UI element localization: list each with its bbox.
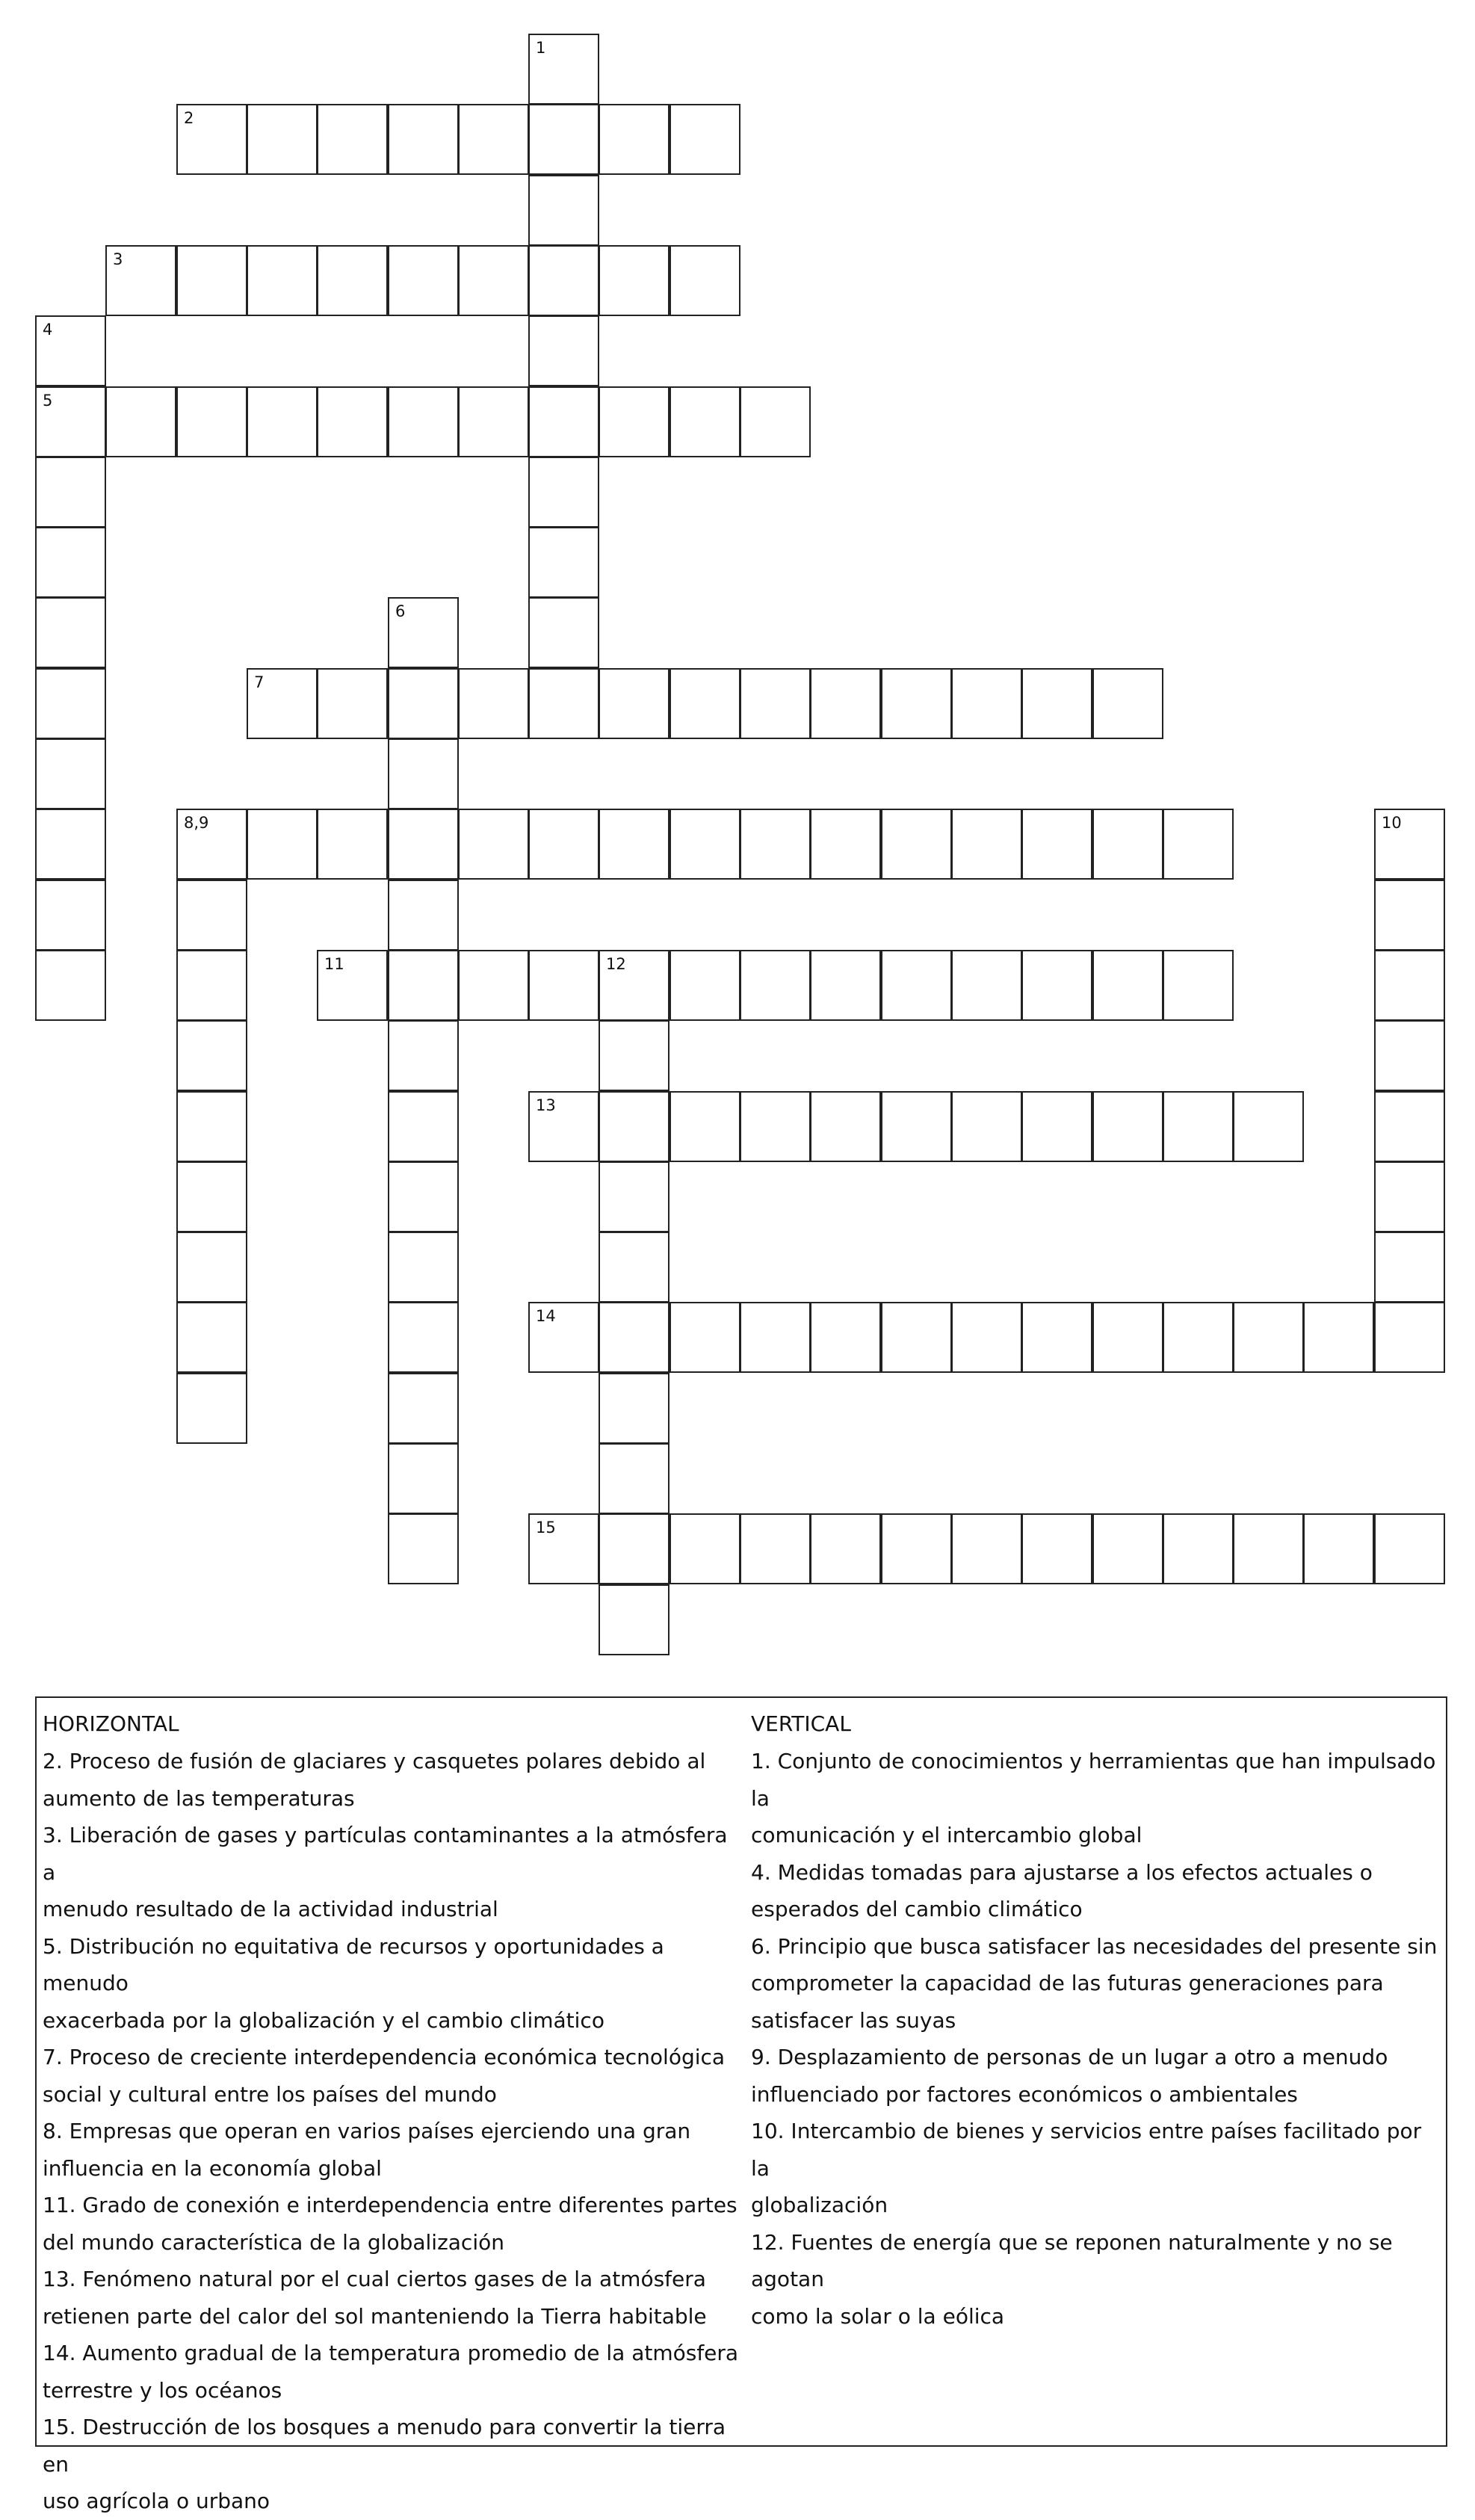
grid-cell[interactable] bbox=[388, 1443, 459, 1514]
grid-cell[interactable] bbox=[740, 1513, 811, 1584]
grid-cell[interactable] bbox=[528, 1091, 599, 1162]
grid-cell[interactable] bbox=[528, 527, 599, 598]
clue-v9-line1: 9. Desplazamiento de personas de un lugar a otro a menudo bbox=[751, 2045, 1388, 2069]
clue-h7-line1: 7. Proceso de creciente interdependencia económica tecnológica bbox=[43, 2045, 726, 2069]
grid-cell[interactable] bbox=[1374, 1302, 1445, 1373]
clue-number: 15 bbox=[536, 1519, 556, 1537]
grid-cell[interactable] bbox=[1374, 1232, 1445, 1303]
grid-cell[interactable] bbox=[528, 34, 599, 105]
grid-cell[interactable] bbox=[176, 950, 247, 1021]
grid-cell[interactable] bbox=[951, 1302, 1022, 1373]
grid-cell[interactable] bbox=[1021, 809, 1092, 880]
grid-cell[interactable] bbox=[388, 1020, 459, 1091]
grid-cell[interactable] bbox=[388, 245, 459, 316]
grid-cell[interactable] bbox=[247, 668, 318, 739]
grid-cell[interactable] bbox=[1021, 1513, 1092, 1584]
grid-cell[interactable] bbox=[388, 1232, 459, 1303]
grid-cell[interactable] bbox=[810, 1513, 881, 1584]
grid-cell[interactable] bbox=[599, 1161, 670, 1232]
grid-cell[interactable] bbox=[1163, 1513, 1234, 1584]
grid-cell[interactable] bbox=[881, 668, 952, 739]
grid-cell[interactable] bbox=[599, 1020, 670, 1091]
clue-number: 2 bbox=[184, 109, 194, 127]
grid-cell[interactable] bbox=[810, 950, 881, 1021]
grid-cell[interactable] bbox=[528, 809, 599, 880]
grid-cell[interactable] bbox=[740, 1091, 811, 1162]
grid-cell[interactable] bbox=[881, 1513, 952, 1584]
clue-number: 13 bbox=[536, 1096, 556, 1114]
grid-cell[interactable] bbox=[1092, 950, 1163, 1021]
clue-h15-line1: 15. Destrucción de los bosques a menudo para convertir la tierra en bbox=[43, 2415, 726, 2477]
grid-cell[interactable] bbox=[388, 1302, 459, 1373]
grid-cell[interactable] bbox=[1374, 1161, 1445, 1232]
grid-cell[interactable] bbox=[881, 950, 952, 1021]
grid-cell[interactable] bbox=[810, 1091, 881, 1162]
grid-cell[interactable] bbox=[1233, 1513, 1304, 1584]
clue-v4-line2: esperados del cambio climático bbox=[751, 1897, 1083, 1921]
clue-number: 8,9 bbox=[184, 814, 209, 832]
grid-cell[interactable] bbox=[670, 1091, 740, 1162]
grid-cell[interactable] bbox=[599, 245, 670, 316]
grid-cell[interactable] bbox=[388, 386, 459, 457]
grid-cell[interactable] bbox=[388, 104, 459, 175]
clue-v12-line2: como la solar o la eólica bbox=[751, 2303, 1005, 2329]
grid-cell[interactable] bbox=[35, 457, 106, 528]
clue-number: 12 bbox=[606, 955, 626, 973]
grid-cell[interactable] bbox=[528, 175, 599, 246]
grid-cell[interactable] bbox=[388, 1373, 459, 1444]
clue-number: 5 bbox=[43, 392, 53, 410]
vertical-heading: VERTICAL bbox=[751, 1711, 851, 1736]
grid-cell[interactable] bbox=[740, 386, 811, 457]
grid-cell[interactable] bbox=[1163, 809, 1234, 880]
grid-cell[interactable] bbox=[528, 315, 599, 386]
grid-cell[interactable] bbox=[35, 597, 106, 668]
clue-v10-line2: globalización bbox=[751, 2193, 888, 2217]
grid-cell[interactable] bbox=[458, 386, 529, 457]
grid-cell[interactable] bbox=[1021, 950, 1092, 1021]
grid-cell[interactable] bbox=[740, 950, 811, 1021]
grid-cell[interactable] bbox=[1092, 809, 1163, 880]
clue-h8-line2: influencia en la economía global bbox=[43, 2155, 382, 2181]
clue-h5-line1: 5. Distribución no equitativa de recursos y oportunidades a menudo bbox=[43, 1933, 664, 1995]
grid-cell[interactable] bbox=[670, 950, 740, 1021]
clue-number: 14 bbox=[536, 1307, 556, 1325]
grid-cell[interactable] bbox=[1233, 1091, 1304, 1162]
grid-cell[interactable] bbox=[599, 1584, 670, 1655]
clue-h15-line2: uso agrícola o urbano bbox=[43, 2489, 270, 2513]
clue-h8-line1: 8. Empresas que operan en varios países ejerciendo una gran bbox=[43, 2119, 691, 2143]
grid-cell[interactable] bbox=[247, 386, 318, 457]
grid-cell[interactable] bbox=[1021, 1302, 1092, 1373]
clue-h3-line1: 3. Liberación de gases y partículas contaminantes a la atmósfera a bbox=[43, 1823, 728, 1885]
grid-cell[interactable] bbox=[35, 668, 106, 739]
grid-cell[interactable] bbox=[810, 668, 881, 739]
grid-cell[interactable] bbox=[176, 880, 247, 951]
grid-cell[interactable] bbox=[176, 1302, 247, 1373]
grid-cell[interactable] bbox=[528, 1302, 599, 1373]
grid-cell[interactable] bbox=[247, 809, 318, 880]
grid-cell[interactable] bbox=[1092, 668, 1163, 739]
clue-number: 4 bbox=[43, 321, 53, 339]
clue-number: 1 bbox=[536, 39, 546, 57]
grid-cell[interactable] bbox=[247, 245, 318, 316]
grid-cell[interactable] bbox=[1092, 1302, 1163, 1373]
grid-cell[interactable] bbox=[599, 386, 670, 457]
grid-cell[interactable] bbox=[458, 809, 529, 880]
grid-cell[interactable] bbox=[951, 950, 1022, 1021]
grid-cell[interactable] bbox=[176, 1373, 247, 1444]
clue-h13-line2: retienen parte del calor del sol manteniendo la Tierra habitable bbox=[43, 2303, 707, 2329]
grid-cell[interactable] bbox=[528, 668, 599, 739]
grid-cell[interactable] bbox=[317, 386, 388, 457]
grid-cell[interactable] bbox=[105, 245, 176, 316]
grid-cell[interactable] bbox=[599, 104, 670, 175]
grid-cell[interactable] bbox=[176, 1161, 247, 1232]
grid-cell[interactable] bbox=[670, 386, 740, 457]
grid-cell[interactable] bbox=[317, 950, 388, 1021]
horizontal-heading: HORIZONTAL bbox=[43, 1711, 179, 1736]
clue-v10-line1: 10. Intercambio de bienes y servicios entre países facilitado por la bbox=[751, 2119, 1422, 2181]
grid-cell[interactable] bbox=[317, 245, 388, 316]
clue-v6-line1: 6. Principio que busca satisfacer las necesidades del presente sin bbox=[751, 1933, 1438, 1959]
grid-cell[interactable] bbox=[247, 104, 318, 175]
grid-cell[interactable] bbox=[176, 104, 247, 175]
grid-cell[interactable] bbox=[599, 1443, 670, 1514]
clue-v12-line1: 12. Fuentes de energía que se reponen naturalmente y no se agotan bbox=[751, 2229, 1393, 2291]
grid-cell[interactable] bbox=[951, 809, 1022, 880]
grid-cell[interactable] bbox=[740, 668, 811, 739]
grid-cell[interactable] bbox=[599, 1513, 670, 1584]
grid-cell[interactable] bbox=[599, 1373, 670, 1444]
grid-cell[interactable] bbox=[1092, 1091, 1163, 1162]
grid-cell[interactable] bbox=[388, 950, 459, 1021]
grid-cell[interactable] bbox=[388, 597, 459, 668]
grid-cell[interactable] bbox=[528, 245, 599, 316]
grid-cell[interactable] bbox=[388, 809, 459, 880]
grid-cell[interactable] bbox=[670, 1302, 740, 1373]
grid-cell[interactable] bbox=[670, 668, 740, 739]
grid-cell[interactable] bbox=[951, 1513, 1022, 1584]
grid-cell[interactable] bbox=[1374, 880, 1445, 951]
grid-cell[interactable] bbox=[599, 950, 670, 1021]
grid-cell[interactable] bbox=[1233, 1302, 1304, 1373]
grid-cell[interactable] bbox=[176, 1232, 247, 1303]
grid-cell[interactable] bbox=[458, 668, 529, 739]
clue-h2-line1: 2. Proceso de fusión de glaciares y casquetes polares debido al bbox=[43, 1749, 706, 1773]
clue-v4-line1: 4. Medidas tomadas para ajustarse a los efectos actuales o bbox=[751, 1859, 1373, 1885]
grid-cell[interactable] bbox=[951, 1091, 1022, 1162]
grid-cell[interactable] bbox=[670, 1513, 740, 1584]
clue-number: 6 bbox=[395, 602, 406, 620]
grid-cell[interactable] bbox=[1303, 1302, 1374, 1373]
grid-cell[interactable] bbox=[388, 738, 459, 809]
clue-h14-line1: 14. Aumento gradual de la temperatura promedio de la atmósfera bbox=[43, 2341, 739, 2365]
grid-cell[interactable] bbox=[528, 457, 599, 528]
grid-cell[interactable] bbox=[176, 1091, 247, 1162]
grid-cell[interactable] bbox=[388, 668, 459, 739]
grid-cell[interactable] bbox=[105, 386, 176, 457]
grid-cell[interactable] bbox=[528, 104, 599, 175]
grid-cell[interactable] bbox=[35, 738, 106, 809]
grid-cell[interactable] bbox=[528, 1513, 599, 1584]
grid-cell[interactable] bbox=[670, 245, 740, 316]
grid-cell[interactable] bbox=[528, 386, 599, 457]
grid-cell[interactable] bbox=[951, 668, 1022, 739]
grid-cell[interactable] bbox=[176, 1020, 247, 1091]
clue-h13-line1: 13. Fenómeno natural por el cual ciertos gases de la atmósfera bbox=[43, 2267, 706, 2291]
grid-cell[interactable] bbox=[599, 1232, 670, 1303]
clue-h14-line2: terrestre y los océanos bbox=[43, 2377, 282, 2403]
grid-cell[interactable] bbox=[388, 1161, 459, 1232]
grid-cell[interactable] bbox=[1163, 1302, 1234, 1373]
grid-cell[interactable] bbox=[528, 950, 599, 1021]
grid-cell[interactable] bbox=[881, 1302, 952, 1373]
grid-cell[interactable] bbox=[388, 880, 459, 951]
grid-cell[interactable] bbox=[1374, 809, 1445, 880]
grid-cell[interactable] bbox=[599, 809, 670, 880]
grid-cell[interactable] bbox=[1092, 1513, 1163, 1584]
grid-cell[interactable] bbox=[317, 668, 388, 739]
grid-cell[interactable] bbox=[1163, 1091, 1234, 1162]
grid-cell[interactable] bbox=[881, 1091, 952, 1162]
grid-cell[interactable] bbox=[740, 1302, 811, 1373]
grid-cell[interactable] bbox=[317, 809, 388, 880]
grid-cell[interactable] bbox=[1374, 1091, 1445, 1162]
clue-v6-line2: comprometer la capacidad de las futuras generaciones para bbox=[751, 1971, 1384, 1995]
clue-h11-line2: del mundo característica de la globalización bbox=[43, 2229, 504, 2255]
grid-cell[interactable] bbox=[670, 809, 740, 880]
grid-cell[interactable] bbox=[35, 315, 106, 386]
vertical-clues-column bbox=[751, 1705, 1438, 2335]
clue-number: 10 bbox=[1382, 814, 1402, 832]
grid-cell[interactable] bbox=[599, 1091, 670, 1162]
clue-h2-line2: aumento de las temperaturas bbox=[43, 1785, 355, 1811]
clue-number: 3 bbox=[113, 250, 123, 268]
grid-cell[interactable] bbox=[881, 809, 952, 880]
grid-cell[interactable] bbox=[528, 597, 599, 668]
grid-cell[interactable] bbox=[35, 950, 106, 1021]
grid-cell[interactable] bbox=[1163, 950, 1234, 1021]
grid-cell[interactable] bbox=[1021, 1091, 1092, 1162]
grid-cell[interactable] bbox=[388, 1091, 459, 1162]
grid-cell[interactable] bbox=[1303, 1513, 1374, 1584]
grid-cell[interactable] bbox=[176, 245, 247, 316]
grid-cell[interactable] bbox=[810, 1302, 881, 1373]
clue-h11-line1: 11. Grado de conexión e interdependencia entre diferentes partes bbox=[43, 2193, 738, 2217]
grid-cell[interactable] bbox=[740, 809, 811, 880]
grid-cell[interactable] bbox=[317, 104, 388, 175]
grid-cell[interactable] bbox=[176, 386, 247, 457]
grid-cell[interactable] bbox=[458, 950, 529, 1021]
clue-h7-line2: social y cultural entre los países del mundo bbox=[43, 2081, 497, 2107]
grid-cell[interactable] bbox=[670, 104, 740, 175]
horizontal-clues-column bbox=[43, 1705, 745, 2520]
clue-h3-line2: menudo resultado de la actividad industrial bbox=[43, 1897, 498, 1921]
clue-v1-line1: 1. Conjunto de conocimientos y herramientas que han impulsado la bbox=[751, 1749, 1436, 1811]
grid-cell[interactable] bbox=[458, 104, 529, 175]
clue-v1-line2: comunicación y el intercambio global bbox=[751, 1823, 1142, 1847]
grid-cell[interactable] bbox=[1374, 1020, 1445, 1091]
grid-cell[interactable] bbox=[1374, 1513, 1445, 1584]
clue-number: 11 bbox=[324, 955, 344, 973]
grid-cell[interactable] bbox=[176, 809, 247, 880]
clue-v9-line2: influenciado por factores económicos o ambientales bbox=[751, 2081, 1298, 2107]
clue-number: 7 bbox=[254, 673, 265, 691]
grid-cell[interactable] bbox=[35, 527, 106, 598]
clue-v6-line3: satisfacer las suyas bbox=[751, 2007, 956, 2033]
grid-cell[interactable] bbox=[35, 386, 106, 457]
grid-cell[interactable] bbox=[388, 1513, 459, 1584]
grid-cell[interactable] bbox=[458, 245, 529, 316]
grid-cell[interactable] bbox=[810, 809, 881, 880]
grid-cell[interactable] bbox=[1374, 950, 1445, 1021]
grid-cell[interactable] bbox=[599, 1302, 670, 1373]
clue-box bbox=[35, 1696, 1447, 2513]
grid-cell[interactable] bbox=[599, 668, 670, 739]
grid-cell[interactable] bbox=[35, 880, 106, 951]
grid-cell[interactable] bbox=[1021, 668, 1092, 739]
clue-h5-line2: exacerbada por la globalización y el cambio climático bbox=[43, 2007, 604, 2033]
grid-cell[interactable] bbox=[35, 809, 106, 880]
